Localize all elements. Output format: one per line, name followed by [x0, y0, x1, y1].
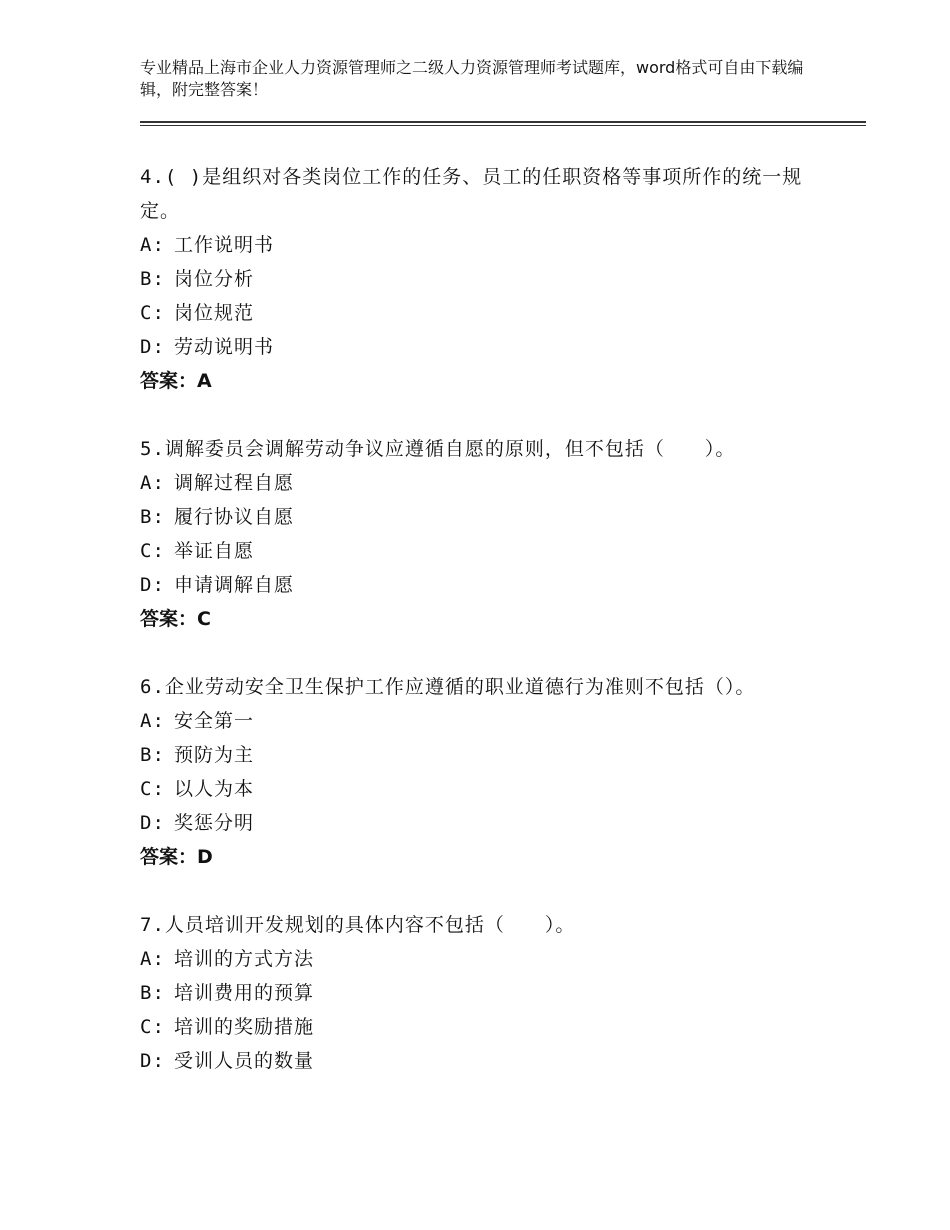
option-a: [140, 704, 820, 738]
option-d: [140, 806, 820, 840]
option-text: 以人为本: [174, 778, 255, 800]
option-d: [140, 1044, 820, 1078]
option-text: 岗位分析: [174, 268, 255, 290]
answer-line: 答案：D: [140, 846, 213, 868]
option-a: [140, 466, 820, 500]
header-note: 专业精品上海市企业人力资源管理师之二级人力资源管理师考试题库，word格式可自由下载编辑，附完整答案！: [140, 58, 804, 99]
answer-line: 答案：C: [140, 608, 211, 630]
option-text: 培训的奖励措施: [174, 1016, 315, 1038]
option-text: 培训的方式方法: [174, 948, 315, 970]
option-text: 预防为主: [174, 744, 255, 766]
option-text: 劳动说明书: [174, 336, 275, 358]
header-divider-thick: [140, 121, 866, 123]
option-key: A:: [140, 710, 165, 732]
option-text: 受训人员的数量: [174, 1050, 315, 1072]
question-stem: 7.人员培训开发规划的具体内容不包括（ ）。: [140, 914, 576, 936]
question-stem: 6.企业劳动安全卫生保护工作应遵循的职业道德行为准则不包括（）。: [140, 676, 756, 698]
option-key: A:: [140, 234, 165, 256]
option-text: 岗位规范: [174, 302, 255, 324]
option-a: [140, 942, 820, 976]
question-4: [140, 160, 820, 398]
question-6: [140, 670, 820, 874]
question-7: [140, 908, 820, 1078]
option-key: B:: [140, 982, 165, 1004]
option-text: 履行协议自愿: [174, 506, 295, 528]
option-a: [140, 228, 820, 262]
option-key: A:: [140, 472, 165, 494]
option-key: B:: [140, 506, 165, 528]
option-key: B:: [140, 744, 165, 766]
option-text: 培训费用的预算: [174, 982, 315, 1004]
option-b: [140, 976, 820, 1010]
option-text: 奖惩分明: [174, 812, 255, 834]
header-divider-thin: [140, 125, 866, 126]
question-list: [140, 160, 820, 1112]
option-key: D:: [140, 1050, 165, 1072]
option-text: 工作说明书: [174, 234, 275, 256]
option-key: A:: [140, 948, 165, 970]
option-key: C:: [140, 1016, 165, 1038]
option-key: D:: [140, 574, 165, 596]
option-key: B:: [140, 268, 165, 290]
option-key: D:: [140, 812, 165, 834]
option-text: 申请调解自愿: [174, 574, 295, 596]
option-key: C:: [140, 778, 165, 800]
question-stem: 5.调解委员会调解劳动争议应遵循自愿的原则，但不包括（ ）。: [140, 438, 736, 460]
option-text: 举证自愿: [174, 540, 255, 562]
option-key: D:: [140, 336, 165, 358]
option-b: [140, 262, 820, 296]
option-c: [140, 772, 820, 806]
option-d: [140, 568, 820, 602]
option-text: 调解过程自愿: [174, 472, 295, 494]
option-c: [140, 1010, 820, 1044]
question-5: [140, 432, 820, 636]
option-c: [140, 534, 820, 568]
answer-line: 答案：A: [140, 370, 212, 392]
option-text: 安全第一: [174, 710, 255, 732]
option-key: C:: [140, 540, 165, 562]
option-c: [140, 296, 820, 330]
option-b: [140, 500, 820, 534]
option-b: [140, 738, 820, 772]
question-stem: 4.( )是组织对各类岗位工作的任务、员工的任职资格等事项所作的统一规定。: [140, 166, 803, 222]
option-key: C:: [140, 302, 165, 324]
option-d: [140, 330, 820, 364]
